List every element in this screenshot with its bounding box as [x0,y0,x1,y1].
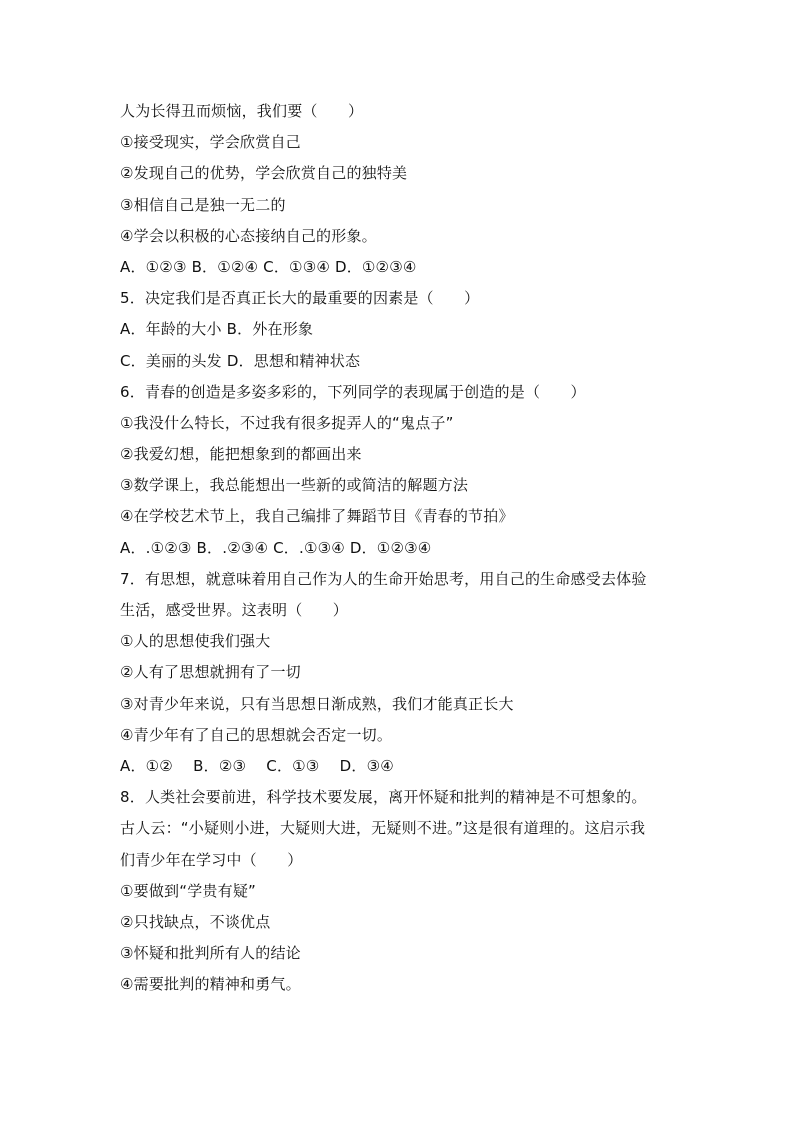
question-4-statement-2: ②发现自己的优势，学会欣赏自己的独特美 [120,164,408,183]
question-5-stem: 5．决定我们是否真正长大的最重要的因素是（ ） [120,289,480,308]
question-8-stem-continued-1: 古人云：“小疑则小进，大疑则大进，无疑则不进。”这是很有道理的。这启示我 [120,819,646,838]
question-8-statement-3: ③怀疑和批判所有人的结论 [120,944,301,963]
document-page [120,96,690,1000]
question-4-stem-continued: 人为长得丑而烦恼，我们要（ ） [120,102,364,120]
question-8-stem-continued-2: 们青少年在学习中（ ） [120,850,303,869]
question-7-statement-2: ②人有了思想就拥有了一切 [120,663,301,682]
question-8-statement-2: ②只找缺点，不谈优点 [120,912,271,931]
question-4-statement-4: ④学会以积极的心态接纳自己的形象。 [120,226,377,245]
question-6-statement-4: ④在学校艺术节上，我自己编排了舞蹈节目《青春的节拍》 [120,507,514,526]
question-6-statement-1: ①我没什么特长，不过我有很多捉弄人的“鬼点子” [120,413,454,432]
question-6-statement-3: ③数学课上，我总能想出一些新的或简洁的解题方法 [120,476,469,495]
question-8-statement-1: ①要做到“学贵有疑” [120,881,256,900]
question-7-stem: 7．有思想，就意味着用自己作为人的生命开始思考，用自己的生命感受去体验 [120,569,647,588]
question-7-statement-1: ①人的思想使我们强大 [120,632,271,651]
question-8-stem: 8．人类社会要前进，科学技术要发展，离开怀疑和批判的精神是不可想象的。 [120,788,647,807]
question-7-statement-3: ③对青少年来说，只有当思想日渐成熟，我们才能真正长大 [120,694,514,713]
question-5-options-cd: C．美丽的头发 D．思想和精神状态 [120,351,361,370]
question-6-options: A．.①②③ B．.②③④ C．.①③④ D．①②③④ [120,538,432,557]
question-6-statement-2: ②我爱幻想，能把想象到的都画出来 [120,445,362,464]
question-5-options-ab: A．年龄的大小 B．外在形象 [120,320,314,339]
question-8-statement-4: ④需要批判的精神和勇气。 [120,975,301,994]
question-7-stem-continued: 生活，感受世界。这表明（ ） [120,601,349,619]
question-7-statement-4: ④青少年有了自己的思想就会否定一切。 [120,725,393,744]
question-4-options: A．①②③ B．①②④ C．①③④ D．①②③④ [120,257,417,276]
question-4-statement-3: ③相信自己是独一无二的 [120,195,286,214]
question-6-stem: 6．青春的创造是多姿多彩的，下列同学的表现属于创造的是（ ） [120,382,586,401]
question-4-statement-1: ①接受现实，学会欣赏自己 [120,133,301,152]
question-7-options: A．①② B．②③ C．①③ D．③④ [120,756,394,775]
